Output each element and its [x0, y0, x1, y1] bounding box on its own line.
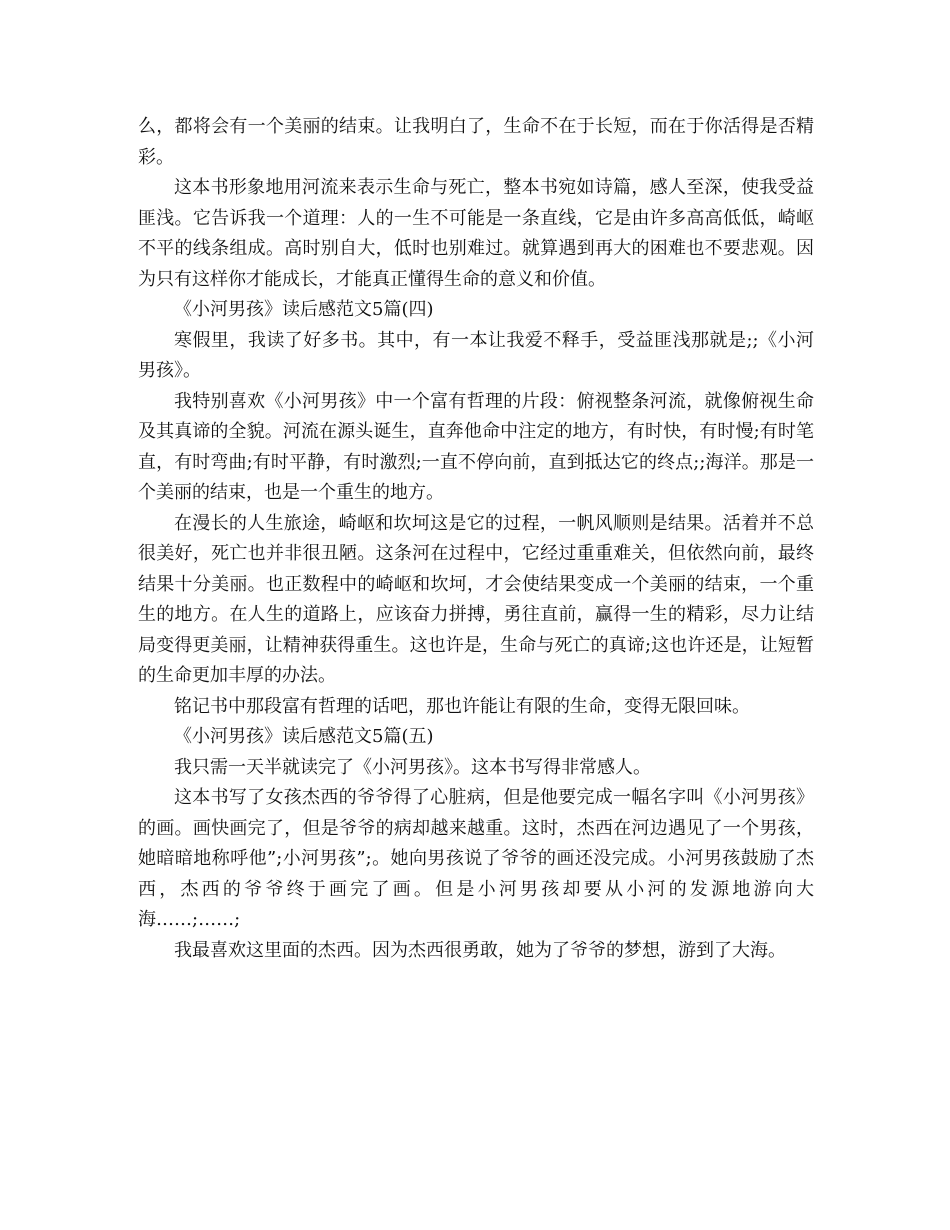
paragraph-5: 在漫长的人生旅途，崎岖和坎坷这是它的过程，一帆风顺则是结果。活着并不总很美好，死亡也并非很丑陋。这条河在过程中，它经过重重难关，但依然向前，最终结果十分美丽。也正数程中的崎岖和坎坷，才会使结果变成一个美丽的结束，一个重生的地方。在人生的道路上，应该奋力拼搏，勇往直前，赢得一生的精彩，尽力让结局变得更美丽，让精神获得重生。这也许是，生命与死亡的真谛;这也许还是，让短暂的生命更加丰厚的办法。: [138, 512, 814, 686]
section-heading-4: 《小河男孩》读后感范文5篇(四): [174, 299, 434, 320]
paragraph-2: 这本书形象地用河流来表示生命与死亡，整本书宛如诗篇，感人至深，使我受益匪浅。它告诉我一个道理：人的一生不可能是一条直线，它是由许多高高低低，崎岖不平的线条组成。高时别自大，低时也别难过。就算遇到再大的困难也不要悲观。因为只有这样你才能成长，才能真正懂得生命的意义和价值。: [138, 177, 814, 290]
paragraph-9: 我最喜欢这里面的杰西。因为杰西很勇敢，她为了爷爷的梦想，游到了大海。: [174, 939, 786, 961]
paragraph-6: 铭记书中那段富有哲理的话吧，那也许能让有限的生命，变得无限回味。: [174, 695, 750, 717]
section-heading-5: 《小河男孩》读后感范文5篇(五): [174, 726, 434, 747]
document-body: [138, 112, 814, 966]
paragraph-7: 我只需一天半就读完了《小河男孩》。这本书写得非常感人。: [174, 756, 651, 778]
paragraph-1: 么，都将会有一个美丽的结束。让我明白了，生命不在于长短，而在于你活得是否精彩。: [138, 116, 814, 168]
paragraph-8: 这本书写了女孩杰西的爷爷得了心脏病，但是他要完成一幅名字叫《小河男孩》的画。画快画完了，但是爷爷的病却越来越重。这时，杰西在河边遇见了一个男孩，她暗暗地称呼他”;小河男孩”;。她向男孩说了爷爷的画还没完成。小河男孩鼓励了杰西，杰西的爷爷终于画完了画。但是小河男孩却要从小河的发源地游向大海……;……;: [138, 787, 814, 930]
paragraph-3: 寒假里，我读了好多书。其中，有一本让我爱不释手，受益匪浅那就是;;《小河男孩》。: [138, 329, 814, 381]
paragraph-4: 我特别喜欢《小河男孩》中一个富有哲理的片段：俯视整条河流，就像俯视生命及其真谛的全貌。河流在源头诞生，直奔他命中注定的地方，有时快，有时慢;有时笔直，有时弯曲;有时平静，有时激烈;一直不停向前，直到抵达它的终点;;海洋。那是一个美丽的结束，也是一个重生的地方。: [138, 390, 814, 503]
